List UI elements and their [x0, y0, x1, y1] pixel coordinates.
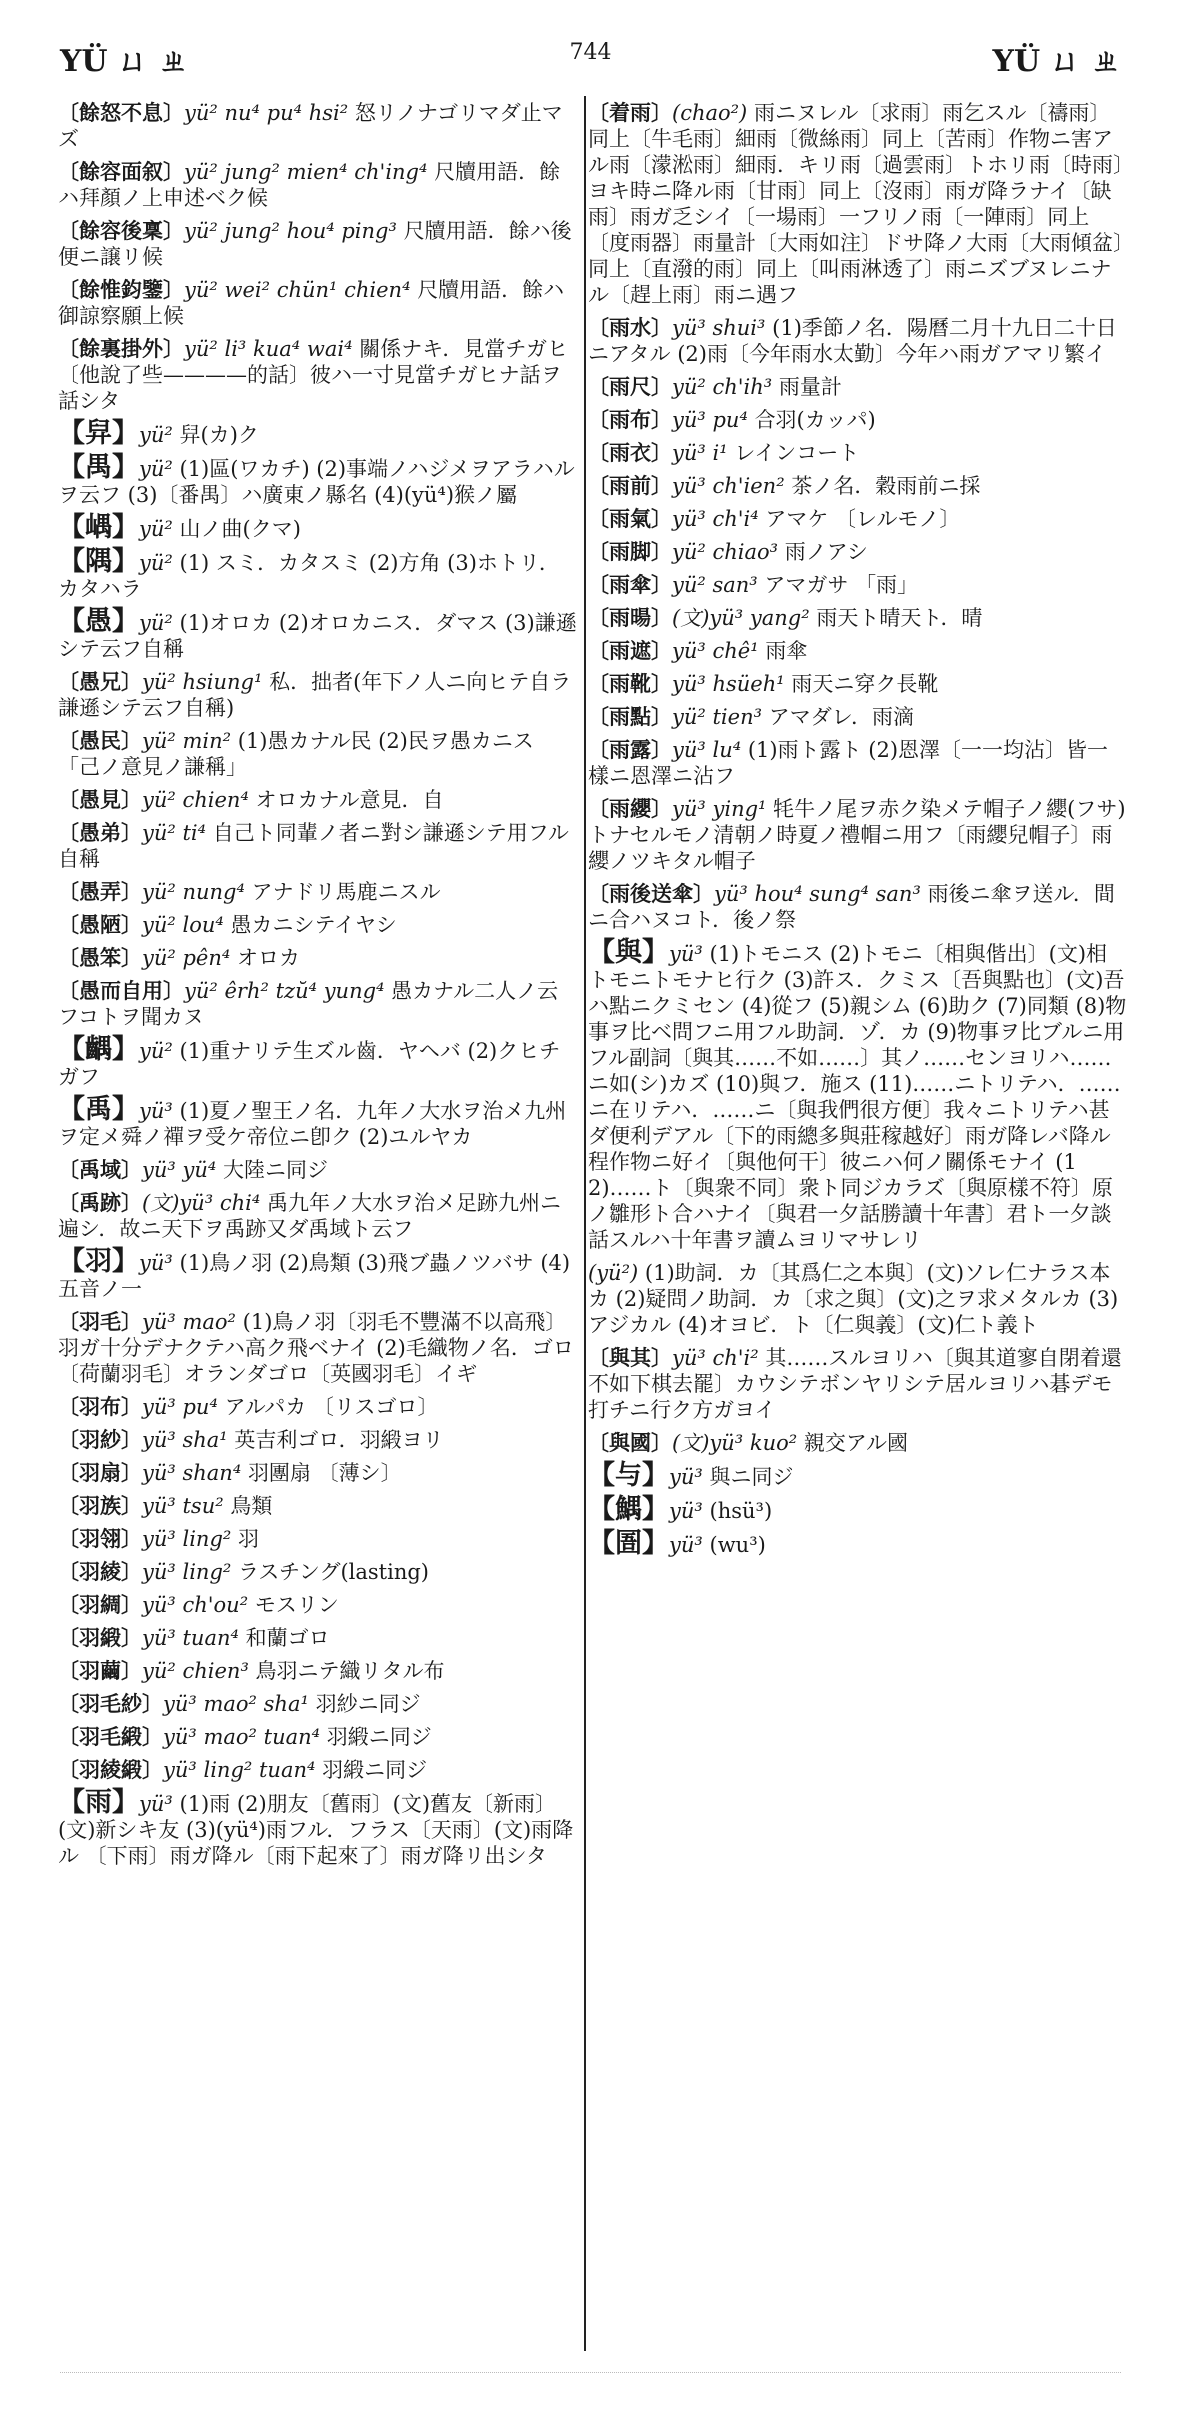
- dictionary-entry: [58, 669, 578, 721]
- entry-romanization: yü³: [139, 1792, 173, 1816]
- dictionary-entry: [58, 820, 578, 872]
- entry-headword: 【愚】: [58, 606, 139, 637]
- entry-definition: レインコート: [734, 441, 860, 465]
- entry-romanization: yü² san³: [672, 573, 758, 597]
- entry-headword: 【隅】: [58, 546, 139, 577]
- entry-romanization: yü² chien³: [142, 1659, 249, 1683]
- entry-definition: 關係ナキ．見當チガヒ〔他說了些————的話〕彼ハ一寸見當チガヒナ話ヲ話シタ: [58, 337, 568, 413]
- dictionary-entry: [58, 1625, 578, 1651]
- entry-definition: アルパカ 〔リスゴロ〕: [224, 1395, 439, 1419]
- entry-definition: 大陸ニ同ジ: [222, 1158, 328, 1182]
- entry-romanization: yü² nung⁴: [142, 880, 245, 904]
- dictionary-entry: [588, 1260, 1128, 1338]
- entry-romanization: yü³ pu⁴: [142, 1395, 218, 1419]
- entry-romanization: yü² lou⁴: [142, 913, 224, 937]
- dictionary-entry: [588, 638, 1128, 664]
- entry-definition: (1)夏ノ聖王ノ名．九年ノ大水ヲ治メ九州ヲ定メ舜ノ禪ヲ受ケ帝位ニ卽ク (2)ユルヤカ: [58, 1099, 567, 1149]
- dictionary-entry: [58, 546, 578, 602]
- dictionary-entry: [58, 1526, 578, 1552]
- dictionary-entry: [58, 606, 578, 662]
- dictionary-entry: [58, 1757, 578, 1783]
- dictionary-entry: [58, 1691, 578, 1717]
- entry-definition: 尺牘用語．餘ハ御諒察願上候: [58, 278, 565, 328]
- entry-headword: 〔雨遮〕: [588, 638, 672, 663]
- entry-romanization: yü²: [139, 1039, 173, 1063]
- entry-headword: 〔愚兄〕: [58, 669, 142, 694]
- dictionary-entry: [58, 1034, 578, 1090]
- entry-romanization: yü³ hsüeh¹: [672, 672, 785, 696]
- entry-definition: (wu³): [709, 1533, 766, 1557]
- running-head-right: YÜ ㄩ ㄓ: [992, 44, 1121, 79]
- entry-definition: (1)鳥ノ羽〔羽毛不豐滿不以高飛〕羽ガ十分デナクテハ高ク飛ベナイ (2)毛織物ノ名．ゴロ〔荷蘭羽毛〕オランダゴロ〔英國羽毛〕イギ: [58, 1310, 574, 1386]
- entry-definition: 雨ノアシ: [784, 540, 868, 564]
- dictionary-entry: [58, 1309, 578, 1387]
- entry-headword: 〔雨點〕: [588, 704, 672, 729]
- entry-romanization: (文)yü³ yang²: [672, 606, 810, 630]
- entry-definition: 與ニ同ジ: [709, 1465, 794, 1489]
- dictionary-entry: [58, 1190, 578, 1242]
- entry-definition: アマダレ．雨滴: [768, 705, 915, 729]
- entry-headword: 【羽】: [58, 1246, 139, 1277]
- entry-headword: 〔雨後送傘〕: [588, 881, 714, 906]
- running-head-left: YÜ ㄩ ㄓ: [60, 44, 189, 79]
- entry-definition: (1)助詞．カ〔其爲仁之本與〕(文)ソレ仁ナラス本カ (2)疑問ノ助詞．カ〔求之與〕(文)之ヲ求メタルカ (3)アジカル (4)オヨビ．ト〔仁與義〕(文)仁ト義ト: [588, 1261, 1119, 1337]
- entry-headword: 〔愚弟〕: [58, 820, 142, 845]
- entry-romanization: yü² ch'ih³: [672, 375, 773, 399]
- page-header: [60, 30, 1121, 80]
- entry-headword: 〔餘容後稟〕: [58, 218, 184, 243]
- entry-headword: 〔羽族〕: [58, 1493, 142, 1518]
- entry-romanization: yü²: [139, 611, 173, 635]
- entry-headword: 〔與其〕: [588, 1345, 672, 1370]
- entry-romanization: yü³ ch'i⁴: [672, 507, 759, 531]
- entry-romanization: (yü²): [588, 1261, 639, 1285]
- entry-headword: 〔羽綢〕: [58, 1592, 142, 1617]
- left-column: [58, 100, 578, 1876]
- dictionary-entry: [588, 937, 1128, 1253]
- entry-headword: 【圄】: [588, 1528, 669, 1559]
- entry-romanization: yü² nu⁴ pu⁴ hsi²: [184, 101, 349, 125]
- entry-romanization: yü³ ling²: [142, 1560, 232, 1584]
- entry-headword: 〔雨水〕: [588, 315, 672, 340]
- dictionary-entry: [58, 978, 578, 1030]
- entry-romanization: yü³ tsu²: [142, 1494, 224, 1518]
- entry-headword: 〔與國〕: [588, 1430, 672, 1455]
- entry-romanization: (chao²): [672, 101, 748, 125]
- entry-definition: (1)雨ト露ト (2)恩澤〔一一均沾〕皆一樣ニ恩澤ニ沾フ: [588, 738, 1109, 788]
- dictionary-entry: [58, 418, 578, 449]
- page-footer-rule: [60, 2372, 1121, 2383]
- entry-romanization: yü³ mao²: [142, 1310, 236, 1334]
- entry-headword: 〔羽綾〕: [58, 1559, 142, 1584]
- entry-headword: 〔羽紗〕: [58, 1427, 142, 1452]
- entry-definition: (1)重ナリテ生ズル齒．ヤヘバ (2)クヒチガフ: [58, 1039, 561, 1089]
- dictionary-entry: [58, 728, 578, 780]
- entry-definition: 羽: [238, 1527, 259, 1551]
- entry-romanization: yü² hsiung¹: [142, 670, 263, 694]
- entry-headword: 〔雨衣〕: [588, 440, 672, 465]
- dictionary-entry: [588, 605, 1128, 631]
- entry-definition: モスリン: [254, 1593, 339, 1617]
- entry-romanization: (文)yü³ chi⁴: [142, 1191, 261, 1215]
- entry-definition: 愚カナル二人ノ云フコトヲ聞カヌ: [58, 979, 559, 1029]
- entry-romanization: yü² tien³: [672, 705, 763, 729]
- entry-romanization: yü³ ling²: [142, 1527, 232, 1551]
- entry-definition: 雨天ニ穿ク長靴: [791, 672, 939, 696]
- entry-headword: 〔雨氣〕: [588, 506, 672, 531]
- dictionary-entry: [58, 879, 578, 905]
- entry-romanization: yü³ lu⁴: [672, 738, 742, 762]
- dictionary-entry: [588, 671, 1128, 697]
- entry-headword: 〔羽毛紗〕: [58, 1691, 163, 1716]
- entry-headword: 〔羽扇〕: [58, 1460, 142, 1485]
- entry-definition: 雨天ト晴天ト．晴: [816, 606, 983, 630]
- entry-romanization: yü³ shui³: [672, 316, 766, 340]
- entry-headword: 〔雨暘〕: [588, 605, 672, 630]
- dictionary-entry: [58, 1658, 578, 1684]
- entry-romanization: yü³ chê¹: [672, 639, 759, 663]
- entry-headword: 【禹】: [58, 1094, 139, 1125]
- dictionary-entry: [58, 1724, 578, 1750]
- entry-romanization: yü²: [139, 551, 173, 575]
- entry-definition: オロカ: [236, 946, 300, 970]
- dictionary-entry: [58, 512, 578, 543]
- dictionary-entry: [58, 1592, 578, 1618]
- dictionary-entry: [588, 737, 1128, 789]
- dictionary-entry: [588, 1460, 1128, 1491]
- entry-headword: 〔愚見〕: [58, 787, 142, 812]
- entry-romanization: yü³ ch'ien²: [672, 474, 785, 498]
- entry-definition: (1)季節ノ名．陽曆二月十九日二十日ニアタル (2)雨〔今年雨水太勤〕今年ハ雨ガアマリ繁イ: [588, 316, 1117, 366]
- entry-romanization: yü² jung² hou⁴ ping³: [184, 219, 397, 243]
- dictionary-entry: [58, 1559, 578, 1585]
- entry-definition: 禹九年ノ大水ヲ治メ足跡九州ニ遍シ．故ニ天下ヲ禹跡又ダ禹域ト云フ: [58, 1191, 561, 1241]
- dictionary-entry: [58, 1460, 578, 1486]
- dictionary-entry: [588, 473, 1128, 499]
- entry-definition: 雨後ニ傘ヲ送ル．間ニ合ハヌコト．後ノ祭: [588, 882, 1115, 932]
- entry-headword: 〔愚民〕: [58, 728, 142, 753]
- entry-headword: 【雨】: [58, 1787, 139, 1818]
- entry-romanization: yü³ tuan⁴: [142, 1626, 239, 1650]
- dictionary-entry: [58, 945, 578, 971]
- dictionary-entry: [58, 277, 578, 329]
- entry-romanization: yü³: [669, 942, 703, 966]
- entry-romanization: yü² chiao³: [672, 540, 779, 564]
- entry-definition: 和蘭ゴロ: [245, 1626, 330, 1650]
- dictionary-entry: [58, 100, 578, 152]
- entry-headword: 〔雨尺〕: [588, 374, 672, 399]
- entry-romanization: yü³ sha¹: [142, 1428, 228, 1452]
- dictionary-entry: [588, 1528, 1128, 1559]
- entry-romanization: yü³ i¹: [672, 441, 728, 465]
- entry-headword: 〔餘裏掛外〕: [58, 336, 184, 361]
- page-number: 744: [569, 40, 612, 65]
- entry-definition: 尺牘用語．餘ハ後便ニ譲リ候: [58, 219, 572, 269]
- dictionary-entry: [588, 407, 1128, 433]
- entry-definition: 親交アル國: [803, 1431, 909, 1455]
- entry-definition: 合羽(カッパ): [754, 408, 876, 432]
- entry-definition: 茶ノ名．穀雨前ニ採: [791, 474, 981, 498]
- entry-headword: 【禺】: [58, 452, 139, 483]
- entry-definition: 英吉利ゴロ．羽緞ヨリ: [234, 1428, 444, 1452]
- entry-romanization: yü³: [139, 1099, 173, 1123]
- entry-definition: 怒リノナゴリマダ止マズ: [58, 101, 563, 151]
- entry-headword: 〔禹跡〕: [58, 1190, 142, 1215]
- entry-definition: 羽緞ニ同ジ: [322, 1758, 428, 1782]
- entry-definition: (1)オロカ (2)オロカニス．ダマス (3)謙遜シテ云フ自稱: [58, 611, 577, 661]
- entry-definition: 山ノ曲(クマ): [179, 517, 301, 541]
- entry-definition: (hsü³): [709, 1499, 773, 1523]
- entry-definition: 雨量計: [778, 375, 842, 399]
- entry-definition: 雨傘: [765, 639, 808, 663]
- dictionary-entry: [58, 912, 578, 938]
- entry-romanization: yü³ pu⁴: [672, 408, 748, 432]
- entry-headword: 〔餘容面叙〕: [58, 159, 184, 184]
- dictionary-entry: [588, 506, 1128, 532]
- entry-definition: 自己ト同輩ノ者ニ對シ謙遜シテ用フル自稱: [58, 821, 569, 871]
- entry-headword: 〔羽翎〕: [58, 1526, 142, 1551]
- entry-headword: 〔羽毛〕: [58, 1309, 142, 1334]
- entry-romanization: yü² wei² chün¹ chien⁴: [184, 278, 411, 302]
- entry-definition: 愚カニシテイヤシ: [230, 913, 397, 937]
- entry-headword: 【與】: [588, 937, 669, 968]
- entry-romanization: yü³: [669, 1499, 703, 1523]
- entry-headword: 【齵】: [58, 1034, 139, 1065]
- entry-definition: オロカナル意見．自: [255, 788, 444, 812]
- entry-headword: 〔餘怒不息〕: [58, 100, 184, 125]
- entry-romanization: yü² li³ kua⁴ wai⁴: [184, 337, 353, 361]
- entry-definition: 羽團扇 〔薄シ〕: [247, 1461, 402, 1485]
- entry-romanization: yü² chien⁴: [142, 788, 249, 812]
- entry-headword: 〔餘惟鈞鑒〕: [58, 277, 184, 302]
- entry-romanization: yü² pên⁴: [142, 946, 231, 970]
- dictionary-entry: [58, 336, 578, 414]
- dictionary-entry: [58, 1394, 578, 1420]
- dictionary-entry: [588, 315, 1128, 367]
- entry-headword: 〔羽毛緞〕: [58, 1724, 163, 1749]
- entry-romanization: yü²: [139, 423, 173, 447]
- entry-romanization: yü³ ch'i²: [672, 1346, 759, 1370]
- entry-definition: (1)鳥ノ羽 (2)鳥類 (3)飛ブ蟲ノツバサ (4) 五音ノ一: [58, 1251, 571, 1301]
- entry-headword: 〔羽緞〕: [58, 1625, 142, 1650]
- entry-definition: (1)トモニス (2)トモニ〔相與偕出〕(文)相トモニトモナヒ行ク (3)許ス．クミス〔吾與點也〕(文)吾ハ點ニクミセン (4)從フ (5)親シム (6)助ク (7)同類 (8)物事ヲ比ベ問フニ用フル助詞．ゾ．カ (9)物事ヲ比ブルニ用フル副詞〔與其……不如……〕其ノ……センヨリハ……ニ如(シ)カズ (10)與フ．施ス (11)……ニトリテハ．……ニ在リテハ．……ニ〔與我們很方便〕我々ニトリテハ甚ダ便利デアル〔下的雨總多與莊稼越好〕雨ガ降レバ降ル程作物ニ好イ〔與他何干〕彼ニハ何ノ關係モナイ (12)……ト〔與衆不同〕衆ト同ジカラズ〔與原樣不符〕原ノ雛形ト合ハナイ〔與君一夕話勝讀十年書〕君ト一夕談話スルハ十年書ヲ讀ムヨリマサレリ: [588, 942, 1127, 1252]
- dictionary-entry: [588, 374, 1128, 400]
- entry-definition: 其……スルヨリハ〔與其道寥自閉着還不如下棋去罷〕カウシテボンヤリシテ居ルヨリハ碁デモ打チニ行ク方ガヨイ: [588, 1346, 1122, 1422]
- dictionary-entry: [588, 539, 1128, 565]
- entry-headword: 【嵎】: [58, 512, 139, 543]
- entry-romanization: yü³ hou⁴ sung⁴ san³: [714, 882, 921, 906]
- entry-definition: 尺牘用語．餘ハ拜顏ノ上申述ベク候: [58, 160, 561, 210]
- dictionary-entry: [58, 452, 578, 508]
- entry-headword: 【与】: [588, 1460, 669, 1491]
- entry-romanization: (文)yü³ kuo²: [672, 1431, 798, 1455]
- entry-headword: 【舁】: [58, 418, 139, 449]
- entry-romanization: yü³ yü⁴: [142, 1158, 217, 1182]
- entry-romanization: yü² ti⁴: [142, 821, 207, 845]
- entry-definition: ラスチング(lasting): [238, 1560, 430, 1584]
- dictionary-entry: [58, 1094, 578, 1150]
- dictionary-entry: [588, 881, 1128, 933]
- entry-definition: (1)雨 (2)朋友〔舊雨〕(文)舊友〔新雨〕(文)新シキ友 (3)(yü⁴)雨フル．フラス〔天雨〕(文)雨降ル 〔下雨〕雨ガ降ル〔雨下起來了〕雨ガ降リ出シタ: [58, 1792, 574, 1868]
- right-column: [588, 100, 1128, 1565]
- entry-definition: (1)愚カナル民 (2)民ヲ愚カニス 「己ノ意見ノ謙稱」: [58, 729, 534, 779]
- entry-headword: 〔羽綾緞〕: [58, 1757, 163, 1782]
- entry-definition: アナドリ馬鹿ニスル: [251, 880, 441, 904]
- entry-romanization: yü³ mao² sha¹: [163, 1692, 309, 1716]
- entry-definition: 羽紗ニ同ジ: [315, 1692, 421, 1716]
- entry-headword: 〔雨纓〕: [588, 796, 672, 821]
- entry-definition: 雨ニヌレル〔求雨〕雨乞スル〔禱雨〕同上〔牛毛雨〕細雨〔微絲雨〕同上〔苦雨〕作物ニ害アル雨〔濛淞雨〕細雨．キリ雨〔過雲雨〕トホリ雨〔時雨〕ヨキ時ニ降ル雨〔甘雨〕同上〔沒雨〕雨ガ降ラナイ〔缺雨〕雨ガ乏シイ〔一場雨〕一フリノ雨〔一陣雨〕同上〔度雨器〕雨量計〔大雨如注〕ドサ降ノ大雨〔大雨傾盆〕同上〔直潑的雨〕同上〔叫雨淋透了〕雨ニズブヌレニナル〔趕上雨〕雨ニ遇フ: [588, 101, 1124, 307]
- entry-romanization: yü³ shan⁴: [142, 1461, 242, 1485]
- entry-romanization: yü² jung² mien⁴ ch'ing⁴: [184, 160, 428, 184]
- dictionary-entry: [588, 572, 1128, 598]
- entry-definition: 牦牛ノ尾ヲ赤ク染メテ帽子ノ纓(フサ)トナセルモノ清朝ノ時夏ノ禮帽ニ用フ〔雨纓兒帽子〕雨纓ノツキタル帽子: [588, 797, 1126, 873]
- dictionary-entry: [58, 1787, 578, 1869]
- entry-headword: 〔雨脚〕: [588, 539, 672, 564]
- entry-definition: 舁(カ)ク: [179, 423, 259, 447]
- dictionary-entry: [58, 1493, 578, 1519]
- entry-romanization: yü²: [139, 457, 173, 481]
- dictionary-entry: [58, 1246, 578, 1302]
- entry-headword: 〔雨靴〕: [588, 671, 672, 696]
- entry-romanization: yü³: [669, 1533, 703, 1557]
- dictionary-entry: [58, 159, 578, 211]
- entry-headword: 〔愚弄〕: [58, 879, 142, 904]
- entry-romanization: yü³ mao² tuan⁴: [163, 1725, 321, 1749]
- dictionary-entry: [588, 100, 1128, 308]
- entry-romanization: yü² êrh² tzŭ⁴ yung⁴: [184, 979, 385, 1003]
- entry-romanization: yü³ ling² tuan⁴: [163, 1758, 316, 1782]
- entry-definition: 私．拙者(年下ノ人ニ向ヒテ自ラ謙遜シテ云フ自稱): [58, 670, 572, 720]
- entry-definition: (1)區(ワカチ) (2)事端ノハジメヲアラハルヲ云フ (3)〔番禺〕ハ廣東ノ縣名 (4)(yü⁴)猴ノ屬: [58, 457, 575, 507]
- entry-romanization: yü³ ying¹: [672, 797, 767, 821]
- entry-headword: 〔着雨〕: [588, 100, 672, 125]
- entry-headword: 【鰅】: [588, 1494, 669, 1525]
- dictionary-entry: [588, 440, 1128, 466]
- entry-headword: 〔愚陋〕: [58, 912, 142, 937]
- dictionary-entry: [588, 1345, 1128, 1423]
- entry-headword: 〔愚而自用〕: [58, 978, 184, 1003]
- entry-definition: アマケ 〔レルモノ〕: [765, 507, 961, 531]
- dictionary-entry: [588, 1494, 1128, 1525]
- entry-headword: 〔雨傘〕: [588, 572, 672, 597]
- entry-definition: 羽緞ニ同ジ: [326, 1725, 432, 1749]
- dictionary-entry: [58, 1157, 578, 1183]
- entry-romanization: yü²: [139, 517, 173, 541]
- entry-definition: 鳥類: [230, 1494, 273, 1518]
- dictionary-entry: [58, 218, 578, 270]
- entry-romanization: yü³: [669, 1465, 703, 1489]
- dictionary-entry: [58, 1427, 578, 1453]
- dictionary-entry: [58, 787, 578, 813]
- entry-romanization: yü² min²: [142, 729, 232, 753]
- dictionary-entry: [588, 1430, 1128, 1456]
- entry-headword: 〔雨布〕: [588, 407, 672, 432]
- column-divider: [584, 96, 586, 2351]
- entry-headword: 〔雨露〕: [588, 737, 672, 762]
- entry-headword: 〔羽布〕: [58, 1394, 142, 1419]
- entry-headword: 〔雨前〕: [588, 473, 672, 498]
- entry-headword: 〔羽繭〕: [58, 1658, 142, 1683]
- entry-definition: アマガサ 「雨」: [764, 573, 919, 597]
- entry-headword: 〔禹域〕: [58, 1157, 142, 1182]
- dictionary-entry: [588, 796, 1128, 874]
- entry-romanization: yü³: [139, 1251, 173, 1275]
- dictionary-entry: [588, 704, 1128, 730]
- entry-headword: 〔愚笨〕: [58, 945, 142, 970]
- entry-romanization: yü³ ch'ou²: [142, 1593, 249, 1617]
- entry-definition: (1) スミ．カタスミ (2)方角 (3)ホトリ．カタハラ: [58, 551, 560, 601]
- entry-definition: 鳥羽ニテ織リタル布: [255, 1659, 445, 1683]
